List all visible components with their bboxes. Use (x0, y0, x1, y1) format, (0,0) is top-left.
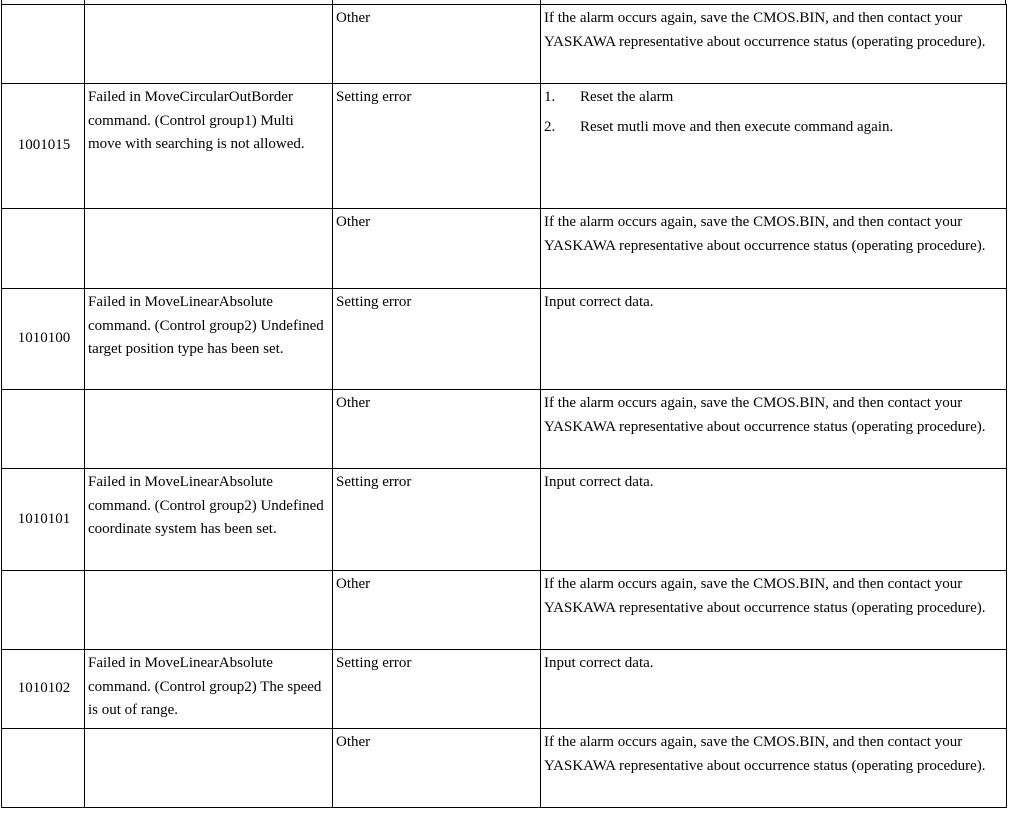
alarm-description (85, 209, 333, 289)
alarm-remedy: If the alarm occurs again, save the CMOS.BIN, and then contact your YASKAWA representative about occurrence status (operating procedure). (541, 5, 1007, 84)
remedy-step-text: Reset the alarm (580, 89, 674, 105)
table-row (2, 390, 1007, 469)
alarm-cause: Other (333, 571, 541, 650)
alarm-cause: Setting error (333, 84, 541, 209)
alarm-code: 1010101 (2, 469, 85, 571)
remedy-step (544, 86, 1002, 109)
alarm-description (85, 729, 333, 808)
remedy-steps-list (544, 86, 1002, 142)
table-row (2, 209, 1007, 289)
alarm-cause: Setting error (333, 469, 541, 571)
remedy-step-text: Reset mutli move and then execute command again. (580, 119, 894, 135)
table-row (2, 650, 1007, 729)
alarm-remedy: If the alarm occurs again, save the CMOS.BIN, and then contact your YASKAWA representative about occurrence status (operating procedure). (541, 209, 1007, 289)
alarm-remedy: If the alarm occurs again, save the CMOS.BIN, and then contact your YASKAWA representative about occurrence status (operating procedure). (541, 729, 1007, 808)
alarm-code (2, 390, 85, 469)
alarm-remedy: Input correct data. (541, 289, 1007, 390)
table-row (2, 571, 1007, 650)
alarm-remedy: If the alarm occurs again, save the CMOS.BIN, and then contact your YASKAWA representative about occurrence status (operating procedure). (541, 571, 1007, 650)
alarm-description (85, 571, 333, 650)
alarm-description: Failed in MoveLinearAbsolute command. (Control group2) The speed is out of range. (85, 650, 333, 729)
alarm-code (2, 5, 85, 84)
table-row (2, 289, 1007, 390)
alarm-description: Failed in MoveLinearAbsolute command. (Control group2) Undefined coordinate system has been set. (85, 469, 333, 571)
remedy-step-number: 1. (544, 89, 556, 105)
alarm-code (2, 571, 85, 650)
alarm-remedy (541, 84, 1007, 209)
table-row (2, 469, 1007, 571)
alarm-code (2, 729, 85, 808)
table-row (2, 84, 1007, 209)
alarm-code: 1010102 (2, 650, 85, 729)
alarm-cause: Other (333, 209, 541, 289)
alarm-cause: Setting error (333, 289, 541, 390)
alarm-description: Failed in MoveCircularOutBorder command. (Control group1) Multi move with searching is not allowed. (85, 84, 333, 209)
alarm-code: 1001015 (2, 84, 85, 209)
alarm-remedy: Input correct data. (541, 469, 1007, 571)
alarm-table (1, 4, 1007, 808)
alarm-cause: Setting error (333, 650, 541, 729)
alarm-cause: Other (333, 390, 541, 469)
alarm-remedy: Input correct data. (541, 650, 1007, 729)
table-row (2, 5, 1007, 84)
remedy-step-number: 2. (544, 119, 556, 135)
alarm-description (85, 390, 333, 469)
alarm-code: 1010100 (2, 289, 85, 390)
alarm-cause: Other (333, 5, 541, 84)
alarm-description (85, 5, 333, 84)
remedy-step (544, 113, 1002, 142)
table-row (2, 729, 1007, 808)
alarm-remedy: If the alarm occurs again, save the CMOS.BIN, and then contact your YASKAWA representative about occurrence status (operating procedure). (541, 390, 1007, 469)
alarm-code (2, 209, 85, 289)
alarm-description: Failed in MoveLinearAbsolute command. (Control group2) Undefined target position type has been set. (85, 289, 333, 390)
alarm-cause: Other (333, 729, 541, 808)
